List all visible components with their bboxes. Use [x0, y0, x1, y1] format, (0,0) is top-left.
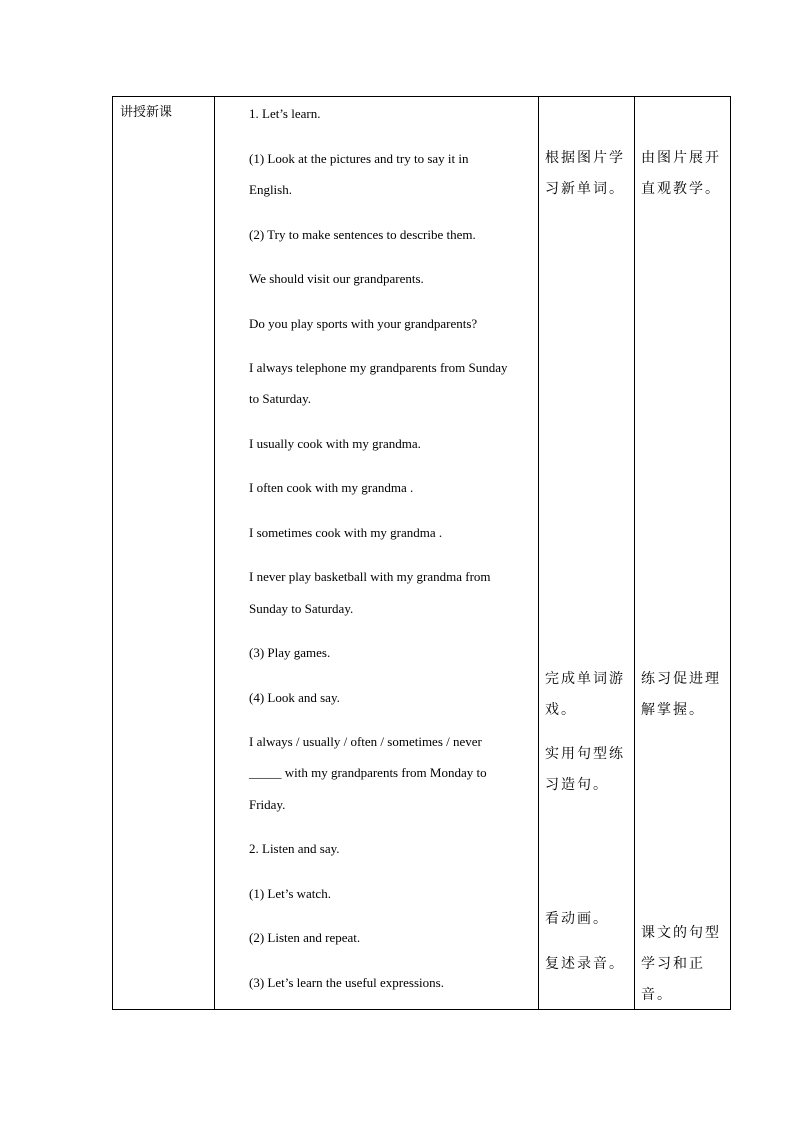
- content-line: (4) Look and say.: [249, 690, 340, 705]
- content-line: I usually cook with my grandma.: [249, 436, 421, 451]
- student-activity-line: 复述录音。: [545, 956, 625, 972]
- column-divider-3: [634, 97, 635, 1009]
- design-intent-line: 学习和正音。: [641, 956, 705, 1003]
- design-intent-line: 课文的句型: [641, 925, 721, 941]
- content-line: (1) Let’s watch.: [249, 886, 331, 901]
- lesson-plan-table: [112, 96, 731, 1010]
- content-line: (3) Play games.: [249, 645, 331, 660]
- column-divider-2: [538, 97, 539, 1009]
- content-line: to Saturday.: [249, 391, 311, 406]
- content-line: _____ with my grandparents from Monday to: [249, 765, 487, 780]
- content-line: (2) Try to make sentences to describe them.: [249, 227, 476, 242]
- content-line: (2) Listen and repeat.: [249, 930, 361, 945]
- content-line: 2. Listen and say.: [249, 841, 340, 856]
- content-line: English.: [249, 182, 292, 197]
- student-activity-line: 完成单词游: [545, 671, 625, 687]
- design-intent-line: 直观教学。: [641, 181, 721, 197]
- content-line: I always / usually / often / sometimes / never: [249, 734, 482, 749]
- column-divider-1: [214, 97, 215, 1009]
- student-activity-line: 实用句型练: [545, 746, 625, 762]
- content-line: (3) Let’s learn the useful expressions.: [249, 975, 444, 990]
- design-intent-line: 由图片展开: [641, 150, 721, 166]
- stage-label: 讲授新课: [120, 105, 173, 120]
- content-line: Sunday to Saturday.: [249, 601, 354, 616]
- content-line: I sometimes cook with my grandma .: [249, 525, 443, 540]
- content-line: We should visit our grandparents.: [249, 271, 424, 286]
- design-intent-line: 练习促进理: [641, 671, 721, 687]
- content-line: (1) Look at the pictures and try to say it in: [249, 151, 469, 166]
- content-line: Friday.: [249, 797, 286, 812]
- content-line: I often cook with my grandma .: [249, 480, 414, 495]
- content-line: Do you play sports with your grandparents?: [249, 316, 478, 331]
- student-activity-line: 习新单词。: [545, 181, 625, 197]
- content-line: I always telephone my grandparents from Sunday: [249, 360, 508, 375]
- student-activity-line: 看动画。: [545, 911, 609, 927]
- design-intent-line: 解掌握。: [641, 702, 705, 718]
- content-line: 1. Let’s learn.: [249, 106, 321, 121]
- content-line: I never play basketball with my grandma from: [249, 569, 491, 584]
- student-activity-line: 根据图片学: [545, 150, 625, 166]
- student-activity-line: 戏。: [545, 702, 577, 718]
- student-activity-line: 习造句。: [545, 777, 609, 793]
